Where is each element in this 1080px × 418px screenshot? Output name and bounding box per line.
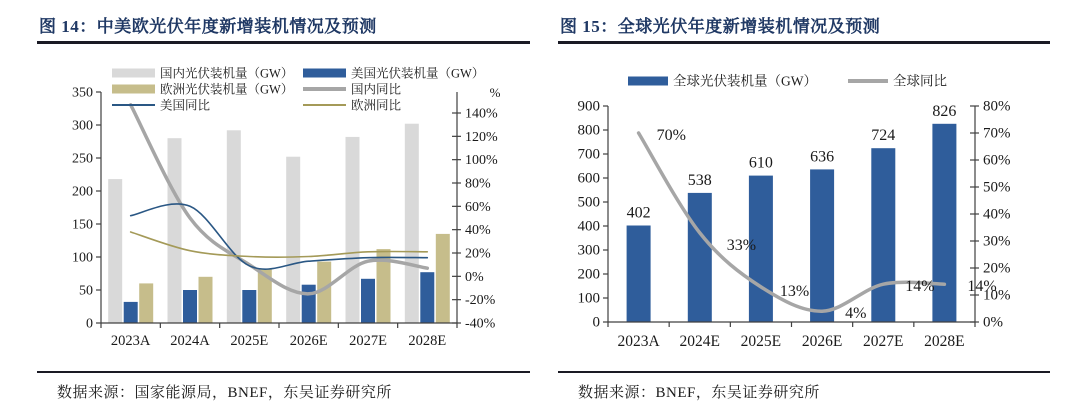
left-axis-tick-label: 350 bbox=[72, 85, 93, 101]
line-point-label: 14% bbox=[967, 278, 997, 296]
legend-label: 美国同比 bbox=[160, 98, 211, 113]
bar bbox=[688, 193, 712, 322]
legend-label: 全球光伏装机量（GW） bbox=[673, 73, 817, 89]
line-point-label: 13% bbox=[779, 282, 810, 300]
right-axis-tick-label: 40% bbox=[983, 206, 1011, 223]
bar bbox=[139, 283, 153, 323]
legend-label: 国内同比 bbox=[351, 82, 402, 97]
left-axis-tick-label: 100 bbox=[577, 290, 600, 307]
x-axis-label: 2023A bbox=[110, 333, 151, 349]
x-axis-label: 2023A bbox=[617, 333, 660, 350]
legend-label: 全球同比 bbox=[893, 73, 947, 89]
left-axis-tick-label: 200 bbox=[72, 184, 93, 200]
right-axis-tick-label: 0% bbox=[465, 269, 484, 285]
right-axis-tick-label: 10% bbox=[983, 287, 1011, 304]
legend-swatch-bar bbox=[112, 85, 155, 94]
bar-value-label: 826 bbox=[932, 102, 957, 120]
figure-14-chart bbox=[37, 10, 530, 418]
right-axis-tick-label: 70% bbox=[983, 125, 1011, 142]
bar-value-label: 724 bbox=[871, 127, 896, 145]
bar bbox=[124, 302, 138, 323]
x-axis-label: 2026E bbox=[801, 333, 843, 350]
bar bbox=[405, 124, 419, 323]
bar bbox=[286, 157, 300, 323]
bar-value-label: 636 bbox=[810, 148, 835, 166]
right-axis-tick-label: -20% bbox=[465, 293, 496, 309]
left-axis-tick-label: 300 bbox=[577, 242, 600, 259]
legend-label: 欧洲光伏装机量（GW） bbox=[160, 82, 294, 97]
left-axis-tick-label: 150 bbox=[72, 217, 93, 233]
right-axis-tick-label: 20% bbox=[983, 260, 1011, 277]
right-axis-tick-label: 30% bbox=[983, 233, 1011, 250]
line-point-label: 70% bbox=[656, 127, 686, 144]
bar bbox=[302, 285, 316, 323]
left-axis-tick-label: 200 bbox=[577, 266, 600, 283]
line-point-label: 14% bbox=[905, 278, 935, 296]
right-axis-tick-label: 140% bbox=[465, 106, 498, 122]
left-axis-tick-label: 100 bbox=[72, 250, 93, 266]
left-axis-tick-label: 500 bbox=[577, 194, 600, 211]
figure-14-source: 数据来源：国家能源局，BNEF，东吴证券研究所 bbox=[57, 385, 392, 401]
left-axis-tick-label: 0 bbox=[592, 314, 600, 331]
left-axis-tick-label: 900 bbox=[577, 98, 600, 115]
bar bbox=[871, 148, 895, 322]
bar bbox=[420, 272, 434, 323]
bar bbox=[932, 124, 956, 322]
right-axis-tick-label: 50% bbox=[983, 179, 1011, 196]
legend-label: 欧洲同比 bbox=[351, 98, 402, 113]
figure-15 bbox=[558, 10, 1050, 418]
left-axis-tick-label: 700 bbox=[577, 146, 600, 163]
legend-swatch-bar bbox=[628, 77, 668, 86]
x-axis-label: 2025E bbox=[740, 333, 782, 350]
bar bbox=[168, 138, 182, 323]
figure-15-source: 数据来源：BNEF，东吴证券研究所 bbox=[578, 385, 820, 401]
x-axis-label: 2025E bbox=[230, 333, 269, 349]
right-axis-tick-label: 0% bbox=[983, 314, 1003, 331]
left-axis-tick-label: 400 bbox=[577, 218, 600, 235]
figure-14-source-rule bbox=[37, 371, 530, 373]
right-axis-tick-label: 120% bbox=[465, 129, 498, 145]
right-axis-tick-label: 100% bbox=[465, 153, 498, 169]
bar bbox=[361, 279, 375, 323]
bar-value-label: 610 bbox=[748, 154, 773, 172]
right-axis-tick-label: 20% bbox=[465, 246, 491, 262]
legend-label: 国内光伏装机量（GW） bbox=[160, 66, 294, 81]
bar bbox=[436, 234, 450, 323]
bar bbox=[810, 169, 834, 322]
x-axis-label: 2028E bbox=[408, 333, 447, 349]
figure-15-chart bbox=[558, 10, 1050, 418]
bar bbox=[627, 226, 651, 323]
bar bbox=[108, 179, 122, 323]
x-axis-label: 2027E bbox=[349, 333, 387, 349]
x-axis-label: 2027E bbox=[863, 333, 904, 350]
right-axis-tick-label: 60% bbox=[465, 199, 491, 215]
x-axis-label: 2028E bbox=[924, 333, 965, 350]
line-point-label: 4% bbox=[845, 305, 867, 323]
left-axis-tick-label: 50 bbox=[79, 283, 93, 299]
right-axis-tick-label: 80% bbox=[465, 176, 491, 192]
right-axis-tick-label: 40% bbox=[465, 223, 491, 239]
bar-value-label: 538 bbox=[687, 171, 712, 189]
x-axis-label: 2024A bbox=[170, 333, 210, 349]
bar-value-label: 402 bbox=[626, 204, 651, 222]
left-axis-tick-label: 600 bbox=[577, 170, 600, 187]
left-axis-tick-label: 300 bbox=[72, 118, 93, 134]
left-axis-tick-label: 250 bbox=[72, 151, 93, 167]
left-axis-tick-label: 800 bbox=[577, 122, 600, 139]
legend-swatch-bar bbox=[112, 69, 155, 78]
figure-15-title: 图 15：全球光伏年度新增装机情况及预测 bbox=[560, 17, 881, 36]
bar bbox=[227, 130, 241, 323]
bar bbox=[346, 137, 360, 323]
right-axis-tick-label: 80% bbox=[983, 98, 1011, 115]
right-axis-unit-label: % bbox=[489, 85, 501, 100]
legend-swatch-bar bbox=[303, 69, 346, 78]
bar bbox=[199, 277, 213, 323]
figure-14-title: 图 14：中美欧光伏年度新增装机情况及预测 bbox=[39, 17, 377, 36]
x-axis-label: 2026E bbox=[289, 333, 328, 349]
legend-label: 美国光伏装机量（GW） bbox=[351, 66, 485, 81]
x-axis-label: 2024E bbox=[679, 333, 720, 350]
figure-15-source-rule bbox=[558, 371, 1050, 373]
figure-14 bbox=[37, 10, 530, 418]
bar bbox=[242, 290, 256, 323]
left-axis-tick-label: 0 bbox=[86, 316, 93, 332]
line-point-label: 33% bbox=[726, 236, 757, 254]
right-axis-tick-label: 60% bbox=[983, 152, 1011, 169]
right-axis-tick-label: -40% bbox=[465, 316, 496, 332]
bar bbox=[183, 290, 197, 323]
